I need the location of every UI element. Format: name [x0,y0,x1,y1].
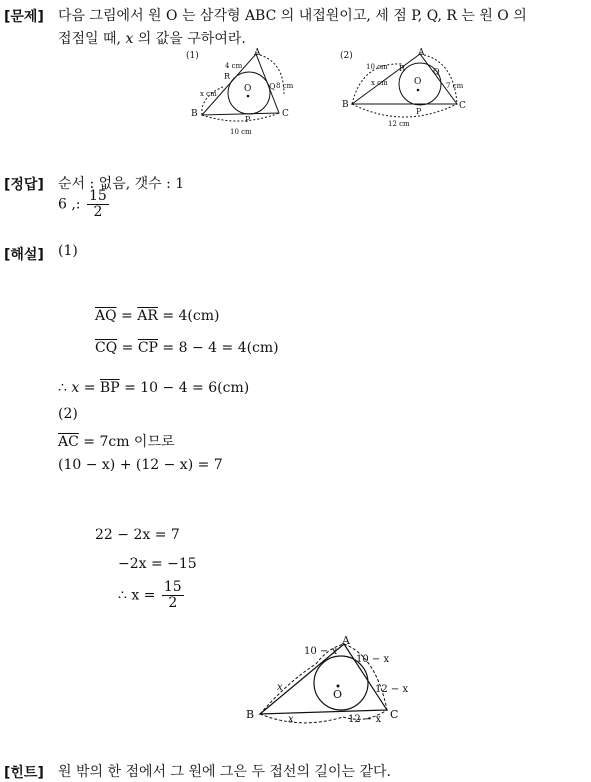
fig2-dim-left-upper: 10 cm [366,63,388,71]
fig1-O: O [244,84,252,94]
fig2-Q: Q [433,67,440,76]
fig3-B: B [246,708,255,721]
fig2-dim-bottom: 12 cm [388,120,410,128]
eq8-den: 2 [168,595,178,611]
eq4-rhs: = 7cm 이므로 [78,434,175,450]
solution-eq-8 [118,580,184,611]
eq3-var: x [71,380,80,396]
fig1-Q: Q [269,82,276,91]
solution-eq-6: 22 − 2x = 7 [95,527,180,543]
seg-CQ: $\overline{CQ}$ [95,340,118,356]
fig1-dim-left: x cm [200,90,217,98]
fig3-O: O [333,688,343,701]
eq2-rhs: = 8 − 4 = 4(cm) [157,340,279,356]
solution-eq-4 [58,431,175,451]
fig2-P: P [416,107,422,116]
eq8-pre: ∴ x = [118,587,160,604]
fig2-C: C [459,101,466,111]
fig3-C: C [390,708,399,721]
solution-label: [해설] [4,247,44,263]
fig3-A: A [342,634,350,647]
eq1-rhs: = 4(cm) [157,308,220,324]
fig2-dim-right: 7 cm [446,82,464,90]
fig2-R: R [399,64,406,73]
figure-1 [180,46,310,138]
seg-AR: $\overline{AR}$ [137,308,158,324]
seg-AQ: $\overline{AQ}$ [95,308,117,324]
answer-line-2 [58,189,109,220]
problem-label: [문제] [4,9,44,25]
seg-AC: $\overline{AC}$ [58,434,79,450]
fig1-dim-top: 4 cm [225,62,243,70]
fig3-dim-bottom-right: 12 − x [348,714,382,725]
answer-label: [정답] [4,177,44,193]
fig2-tag: (2) [340,51,353,61]
fig2-dash-bottom [352,104,457,117]
problem-line-1: 다음 그림에서 원 O 는 삼각형 ABC 의 내접원이고, 세 점 P, Q, R 는 원 O 의 [58,8,527,24]
fig2-center-dot [417,89,420,92]
solution-eq-2 [95,340,279,356]
fig2-O: O [414,77,422,87]
fig3-dim-right-lower: 12 − x [375,684,409,695]
solution-part-1: (1) [58,243,78,259]
fig2-dim-left-lower: x cm [371,79,388,87]
figure-3 [240,634,410,726]
fig3-dim-top-left: 10 − x [304,646,338,657]
solution-eq-7: −2x = −15 [118,556,197,572]
fig1-P: P [245,115,251,124]
eq3-equals: = [79,380,100,396]
eq1-equals: = [116,308,138,324]
seg-BP: $\overline{BP}$ [99,380,120,396]
fig1-dim-bottom: 10 cm [230,128,252,136]
fig3-dim-top-right: 10 − x [356,654,390,665]
answer-line-1: 순서 : 없음, 갯수 : 1 [58,176,185,192]
fig1-R: R [224,72,231,81]
fig1-B: B [191,109,198,119]
eq2-equals: = [117,340,138,356]
solution-part-2: (2) [58,406,78,422]
solution-eq-1 [95,308,219,324]
solution-eq-5: (10 − x) + (12 − x) = 7 [58,457,223,473]
answer-value-prefix: 6 ,: [58,196,85,213]
eq8-num: 15 [163,579,182,595]
answer-fraction [87,189,109,220]
problem-line-2-post: 의 값을 구하여라. [133,31,246,47]
fig3-dim-left: x [277,682,283,693]
fig1-C: C [282,109,289,119]
eq3-therefore: ∴ [58,380,72,396]
hint-text: 원 밖의 한 점에서 그 원에 그은 두 접선의 길이는 같다. [58,764,391,780]
problem-line-2 [58,28,246,48]
answer-frac-den: 2 [93,204,103,220]
fig1-A: A [254,48,261,58]
figure-2 [336,46,472,138]
fig2-triangle [352,54,457,104]
fig3-dim-bottom-left: x [288,714,294,725]
eq8-fraction [162,580,184,611]
solution-eq-3 [58,380,249,396]
problem-var-x: x [125,31,134,47]
answer-frac-num: 15 [88,188,107,204]
problem-line-2-pre: 접점일 때, [58,31,126,47]
fig1-center-dot [247,95,250,98]
eq3-rhs: = 10 − 4 = 6(cm) [119,380,250,396]
hint-label: [힌트] [4,765,44,781]
fig2-B: B [342,100,349,110]
seg-CP: $\overline{CP}$ [137,340,158,356]
fig1-tag: (1) [186,51,199,61]
fig2-A: A [418,48,425,58]
fig3-dash-bottom-left [260,714,343,723]
fig1-dim-right: 8 cm [276,82,294,90]
